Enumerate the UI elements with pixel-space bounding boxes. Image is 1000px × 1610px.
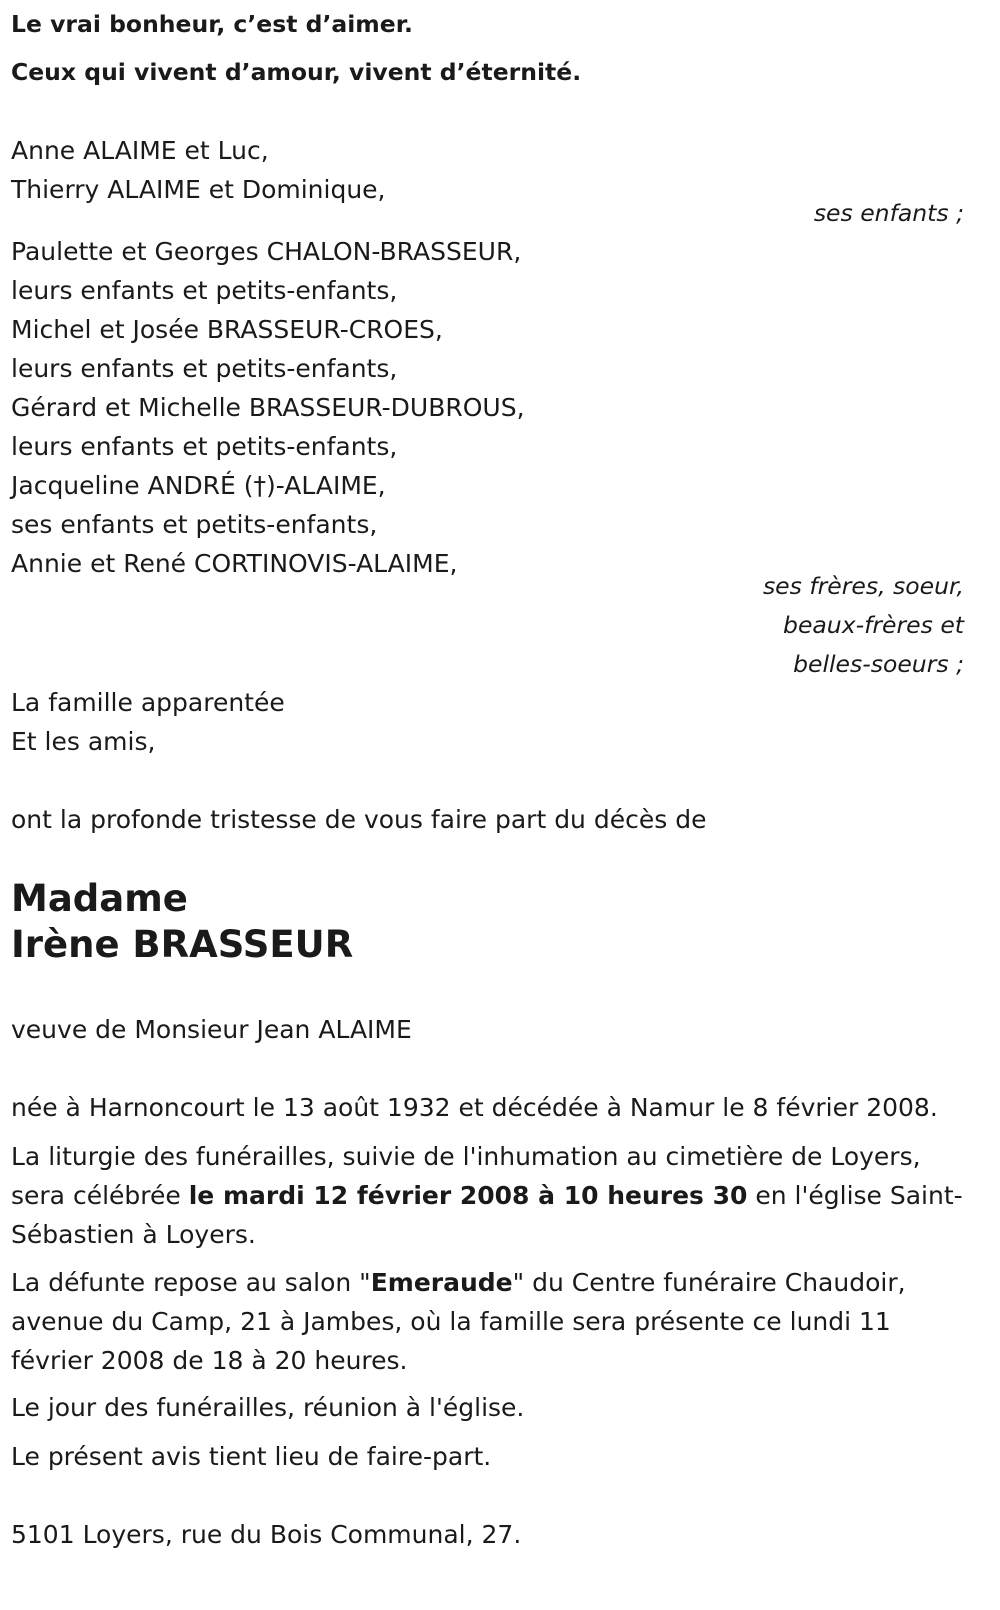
rest-text-start: La défunte repose au salon " (11, 1268, 371, 1297)
address-text: 5101 Loyers, rue du Bois Communal, 27. (11, 1520, 522, 1549)
announcement-text: ont la profonde tristesse de vous faire part du décès de (11, 805, 707, 834)
family-line: leurs enfants et petits-enfants, (11, 432, 398, 461)
family-line: leurs enfants et petits-enfants, (11, 354, 398, 383)
family-line: leurs enfants et petits-enfants, (11, 276, 398, 305)
liturgy-date: le mardi 12 février 2008 à 10 heures 30 (188, 1181, 748, 1210)
family-line: Jacqueline ANDRÉ (†)-ALAIME, (11, 471, 386, 500)
family-line: Gérard et Michelle BRASSEUR-DUBROUS, (11, 393, 525, 422)
liturgy-text-start: La liturgie des funérailles, suivie de l'inhumation au cimetière de Loyers, sera célébrée (11, 1142, 921, 1210)
relation-label-children: ses enfants ; (813, 199, 964, 227)
family-line: Anne ALAIME et Luc, (11, 136, 269, 165)
notice-text: Le présent avis tient lieu de faire-part. (11, 1442, 492, 1471)
family-line: La famille apparentée (11, 688, 285, 717)
family-line: Et les amis, (11, 727, 156, 756)
rest-paragraph (11, 1263, 971, 1380)
liturgy-paragraph (11, 1137, 971, 1254)
spouse-text: veuve de Monsieur Jean ALAIME (11, 1015, 412, 1044)
family-line: Michel et Josée BRASSEUR-CROES, (11, 315, 443, 344)
family-line: Annie et René CORTINOVIS-ALAIME, (11, 549, 458, 578)
motto-line-2: Ceux qui vivent d’amour, vivent d’éternité. (11, 58, 582, 86)
family-line: ses enfants et petits-enfants, (11, 510, 378, 539)
liturgy-text-end: en l'église Saint-Sébastien à Loyers. (11, 1181, 963, 1249)
family-line: Thierry ALAIME et Dominique, (11, 175, 386, 204)
rest-text-end: " du Centre funéraire Chaudoir, avenue du Camp, 21 à Jambes, où la famille sera présente ce lundi 11 février 2008 de 18 à 20 heures. (11, 1268, 906, 1375)
deceased-name: Irène BRASSEUR (11, 923, 354, 966)
family-line: Paulette et Georges CHALON-BRASSEUR, (11, 237, 522, 266)
deceased-title: Madame (11, 877, 188, 920)
relation-label-siblings-1: ses frères, soeur, (762, 572, 964, 600)
meeting-text: Le jour des funérailles, réunion à l'église. (11, 1393, 525, 1422)
birth-death-text: née à Harnoncourt le 13 août 1932 et décédée à Namur le 8 février 2008. (11, 1093, 938, 1122)
relation-label-siblings-2: beaux-frères et (783, 611, 964, 639)
salon-name: Emeraude (370, 1268, 513, 1297)
motto-line-1: Le vrai bonheur, c’est d’aimer. (11, 10, 413, 38)
relation-label-siblings-3: belles-soeurs ; (793, 650, 964, 678)
